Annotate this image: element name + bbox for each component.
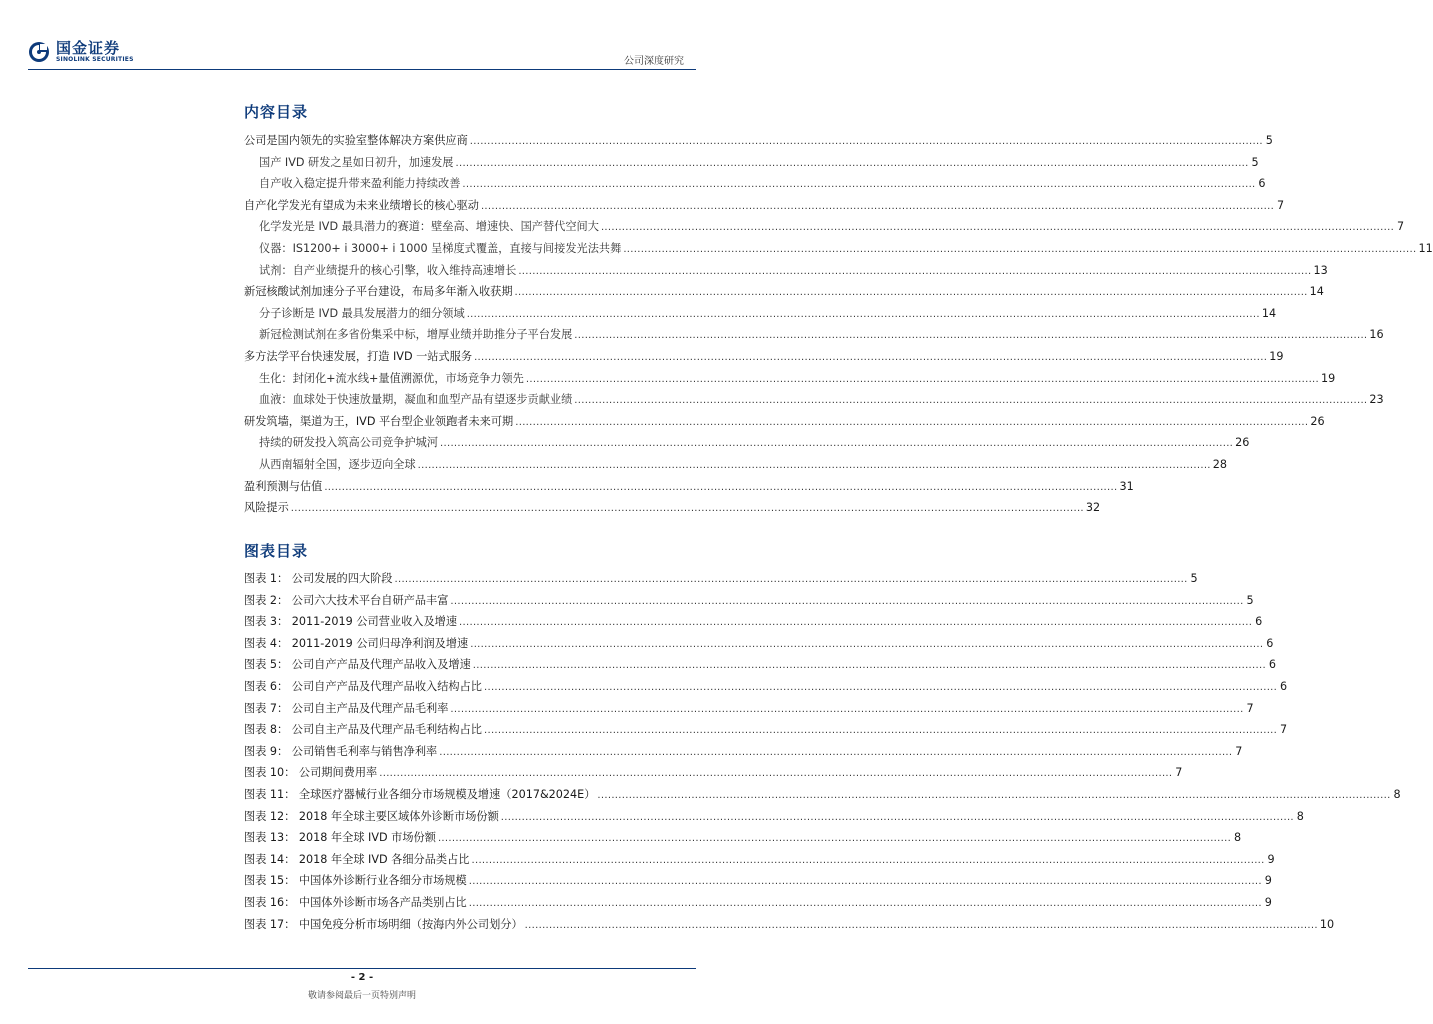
toc-entry[interactable] xyxy=(244,741,1243,763)
toc-page-number: 5 xyxy=(1246,593,1254,607)
toc-leader-dots xyxy=(439,741,1232,764)
toc-leader-dots xyxy=(623,238,1416,261)
toc-entry-text: 血液：血球处于快速放量期，凝血和血型产品有望逐步贡献业绩 xyxy=(259,393,573,407)
toc-leader-dots xyxy=(515,411,1308,434)
toc-leader-dots xyxy=(450,698,1243,721)
toc-page-number: 5 xyxy=(1265,134,1273,147)
toc-entry[interactable] xyxy=(244,260,1328,282)
toc-leader-dots xyxy=(526,368,1319,391)
toc-leader-dots xyxy=(469,870,1262,893)
toc-entry[interactable] xyxy=(244,216,1405,238)
toc-entry[interactable] xyxy=(244,914,1335,936)
toc-entry-text: 试剂：自产业绩提升的核心引擎，收入维持高速增长 xyxy=(259,263,517,277)
toc-entry[interactable] xyxy=(244,432,1250,454)
toc-entry[interactable] xyxy=(244,476,1134,498)
toc-page-number: 9 xyxy=(1264,874,1272,888)
toc-leader-dots xyxy=(481,195,1274,218)
toc-entry[interactable] xyxy=(244,849,1275,871)
toc-entry[interactable] xyxy=(244,238,1433,260)
toc-entry[interactable] xyxy=(244,303,1277,325)
toc-entry-text: 化学发光是 IVD 最具潜力的赛道：壁垒高、增速快、国产替代空间大 xyxy=(259,220,599,234)
toc-entry-text: 国产 IVD 研发之星如日初升，加速发展 xyxy=(259,155,454,169)
toc-page-number: 6 xyxy=(1255,615,1263,629)
toc-entry[interactable] xyxy=(244,195,1285,217)
toc-page-number: 14 xyxy=(1309,285,1324,299)
toc-entry[interactable] xyxy=(244,568,1198,590)
toc-page-number: 31 xyxy=(1119,479,1134,493)
toc-entry-text: 图表 7： 公司自主产品及代理产品毛利率 xyxy=(244,701,449,715)
toc-leader-dots xyxy=(574,324,1367,347)
toc-entry[interactable] xyxy=(244,411,1325,433)
toc-page-number: 6 xyxy=(1258,177,1266,191)
toc-page-number: 7 xyxy=(1396,220,1405,234)
contents-list xyxy=(244,130,1433,519)
header-rule xyxy=(28,69,696,70)
toc-entry-text: 风险提示 xyxy=(244,501,289,515)
toc-entry-text: 新冠检测试剂在多省份集采中标，增厚业绩并助推分子平台发展 xyxy=(259,328,573,342)
toc-entry-text: 公司是国内领先的实验室整体解决方案供应商 xyxy=(244,134,468,147)
toc-entry-text: 图表 10： 公司期间费用率 xyxy=(244,766,378,780)
toc-leader-dots xyxy=(474,346,1267,369)
toc-page-number: 32 xyxy=(1085,501,1101,515)
page-header xyxy=(0,0,724,72)
toc-page-number: 19 xyxy=(1321,371,1336,385)
toc-leader-dots xyxy=(379,762,1172,785)
sinolink-logo-icon xyxy=(28,41,50,63)
toc-entry[interactable] xyxy=(244,806,1304,828)
toc-entry[interactable] xyxy=(244,281,1324,303)
footer-rule xyxy=(28,968,696,969)
toc-page-number: 5 xyxy=(1251,155,1259,169)
toc-page-number: 13 xyxy=(1313,263,1328,277)
toc-leader-dots xyxy=(518,260,1311,283)
toc-page-number: 7 xyxy=(1235,744,1243,758)
toc-entry[interactable] xyxy=(244,892,1272,914)
toc-entry[interactable] xyxy=(244,130,1273,152)
toc-leader-dots xyxy=(472,849,1265,872)
toc-entry-text: 从西南辐射全国，逐步迈向全球 xyxy=(259,457,416,471)
toc-entry[interactable] xyxy=(244,454,1228,476)
toc-leader-dots xyxy=(467,303,1260,326)
toc-entry-text: 图表 2： 公司六大技术平台自研产品丰富 xyxy=(244,593,449,607)
toc-entry[interactable] xyxy=(244,611,1263,633)
toc-entry-text: 图表 1： 公司发展的四大阶段 xyxy=(244,572,393,585)
toc-leader-dots xyxy=(515,281,1308,304)
toc-leader-dots xyxy=(470,130,1263,153)
toc-leader-dots xyxy=(484,719,1277,742)
toc-page-number: 16 xyxy=(1369,328,1384,342)
toc-page-number: 9 xyxy=(1264,895,1272,909)
toc-entry[interactable] xyxy=(244,633,1274,655)
toc-leader-dots xyxy=(462,173,1255,196)
toc-page-number: 7 xyxy=(1276,198,1285,212)
toc-entry[interactable] xyxy=(244,346,1284,368)
toc-leader-dots xyxy=(456,152,1249,175)
toc-entry-text: 多方法学平台快速发展，打造 IVD 一站式服务 xyxy=(244,349,473,363)
toc-entry-text: 图表 5： 公司自产产品及代理产品收入及增速 xyxy=(244,658,471,672)
toc-entry-text: 盈利预测与估值 xyxy=(244,479,323,493)
toc-leader-dots xyxy=(597,784,1390,807)
figures-title: 图表目录 xyxy=(244,542,309,560)
toc-entry-text: 图表 16： 中国体外诊断市场各产品类别占比 xyxy=(244,895,467,909)
toc-page-number: 26 xyxy=(1310,414,1325,428)
toc-entry-text: 图表 9： 公司销售毛利率与销售净利率 xyxy=(244,744,438,758)
toc-page-number: 23 xyxy=(1369,393,1384,407)
toc-leader-dots xyxy=(291,497,1084,520)
toc-entry-text: 仪器：IS1200+ i 3000+ i 1000 呈梯度式覆盖，直接与间接发光法共舞 xyxy=(259,241,622,255)
toc-page-number: 10 xyxy=(1319,917,1335,931)
toc-leader-dots xyxy=(418,454,1211,477)
toc-leader-dots xyxy=(601,216,1394,239)
toc-entry-text: 自产化学发光有望成为未来业绩增长的核心驱动 xyxy=(244,198,479,212)
toc-entry-text: 新冠核酸试剂加速分子平台建设，布局多年渐入收获期 xyxy=(244,285,513,299)
toc-page-number: 8 xyxy=(1233,831,1242,845)
brand-name-en: SINOLINK SECURITIES xyxy=(56,56,134,63)
toc-leader-dots xyxy=(459,611,1252,634)
brand-logo xyxy=(28,40,134,64)
toc-entry[interactable] xyxy=(244,368,1336,390)
toc-entry[interactable] xyxy=(244,497,1101,519)
toc-page-number: 9 xyxy=(1267,852,1275,866)
toc-entry-text: 图表 13： 2018 年全球 IVD 市场份额 xyxy=(244,831,436,845)
toc-entry[interactable] xyxy=(244,870,1272,892)
toc-entry-text: 图表 15： 中国体外诊断行业各细分市场规模 xyxy=(244,874,467,888)
toc-page-number: 28 xyxy=(1212,457,1228,471)
toc-leader-dots xyxy=(574,389,1367,412)
toc-page-number: 6 xyxy=(1266,636,1274,650)
toc-page-number: 19 xyxy=(1269,349,1284,363)
toc-entry-text: 图表 8： 公司自主产品及代理产品毛利结构占比 xyxy=(244,723,482,737)
toc-leader-dots xyxy=(525,914,1318,937)
toc-entry-text: 持续的研发投入筑高公司竞争护城河 xyxy=(259,436,439,450)
toc-entry-text: 研发筑墙，渠道为王，IVD 平台型企业领跑者未来可期 xyxy=(244,414,514,428)
toc-page-number: 11 xyxy=(1418,241,1433,255)
toc-entry[interactable] xyxy=(244,827,1242,849)
toc-entry[interactable] xyxy=(244,784,1401,806)
toc-page-number: 26 xyxy=(1235,436,1250,450)
toc-entry-text: 图表 6： 公司自产产品及代理产品收入结构占比 xyxy=(244,679,482,693)
toc-page-number: 5 xyxy=(1190,572,1198,585)
toc-entry[interactable] xyxy=(244,762,1183,784)
toc-entry[interactable] xyxy=(244,590,1254,612)
toc-entry-text: 自产收入稳定提升带来盈利能力持续改善 xyxy=(259,177,461,191)
toc-page-number: 8 xyxy=(1296,809,1304,823)
toc-entry-text: 分子诊断是 IVD 最具发展潜力的细分领域 xyxy=(259,306,465,320)
toc-entry-text: 图表 12： 2018 年全球主要区域体外诊断市场份额 xyxy=(244,809,499,823)
toc-page-number: 8 xyxy=(1393,787,1401,801)
toc-entry[interactable] xyxy=(244,654,1276,676)
brand-name-cn: 国金证券 xyxy=(56,39,121,57)
document-type: 公司深度研究 xyxy=(624,56,684,67)
toc-entry[interactable] xyxy=(244,389,1384,411)
toc-leader-dots xyxy=(501,806,1294,829)
page-number: - 2 - xyxy=(350,972,374,983)
toc-entry[interactable] xyxy=(244,173,1266,195)
toc-leader-dots xyxy=(473,654,1266,677)
toc-entry-text: 图表 3： 2011-2019 公司营业收入及增速 xyxy=(244,615,458,629)
toc-page-number: 14 xyxy=(1261,306,1277,320)
toc-page-number: 7 xyxy=(1280,723,1288,737)
toc-leader-dots xyxy=(484,676,1277,699)
toc-page-number: 6 xyxy=(1268,658,1276,672)
toc-entry-text: 图表 4： 2011-2019 公司归母净利润及增速 xyxy=(244,636,469,650)
toc-leader-dots xyxy=(394,568,1187,591)
toc-page-number: 6 xyxy=(1280,679,1288,693)
contents-title: 内容目录 xyxy=(244,103,309,121)
toc-entry-text: 图表 17： 中国免疫分析市场明细（按海内外公司划分） xyxy=(244,917,523,931)
toc-entry-text: 图表 14： 2018 年全球 IVD 各细分品类占比 xyxy=(244,852,470,866)
toc-leader-dots xyxy=(438,827,1231,850)
toc-entry[interactable] xyxy=(244,324,1384,346)
toc-leader-dots xyxy=(450,590,1243,613)
figures-list xyxy=(244,568,1401,935)
toc-leader-dots xyxy=(469,892,1262,915)
toc-page-number: 7 xyxy=(1175,766,1183,780)
toc-entry-text: 图表 11： 全球医疗器械行业各细分市场规模及增速（2017&2024E） xyxy=(244,787,596,801)
toc-entry-text: 生化：封闭化+流水线+量值溯源优，市场竞争力领先 xyxy=(259,371,524,385)
toc-entry[interactable] xyxy=(244,719,1288,741)
disclaimer: 敬请参阅最后一页特别声明 xyxy=(307,991,416,1001)
toc-leader-dots xyxy=(324,476,1117,499)
toc-leader-dots xyxy=(470,633,1263,656)
toc-leader-dots xyxy=(440,432,1233,455)
toc-page-number: 7 xyxy=(1246,701,1254,715)
toc-entry[interactable] xyxy=(244,698,1254,720)
toc-entry[interactable] xyxy=(244,152,1259,174)
toc-entry[interactable] xyxy=(244,676,1288,698)
